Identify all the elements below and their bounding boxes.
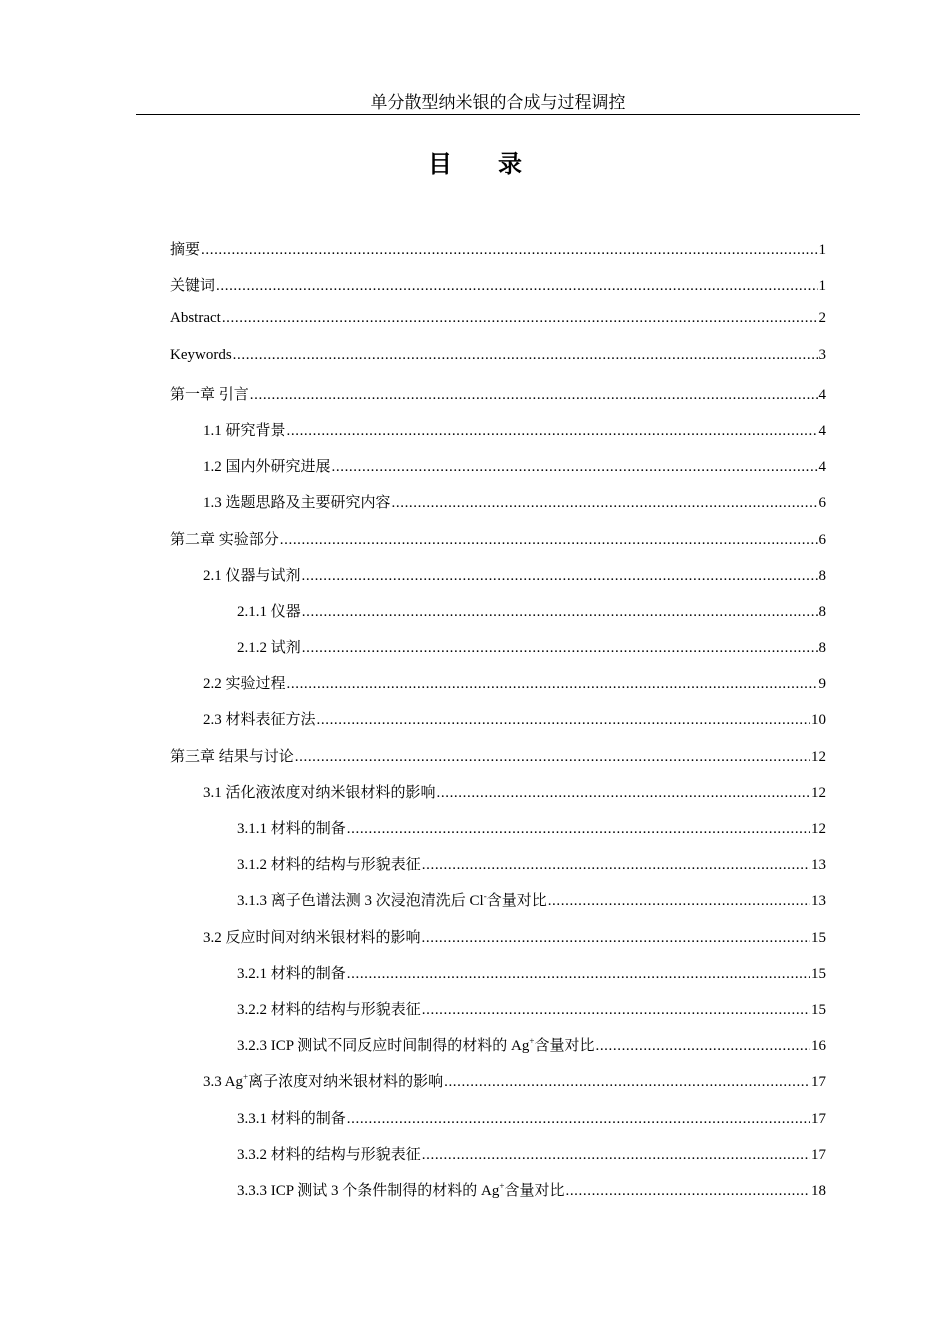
superscript: + xyxy=(243,1072,249,1083)
dot-leader xyxy=(347,966,810,983)
superscript: + xyxy=(529,1036,535,1047)
dot-leader xyxy=(216,278,817,295)
toc-entry[interactable] xyxy=(170,1070,826,1106)
dot-leader xyxy=(280,532,818,549)
toc-entry-page-number: 12 xyxy=(811,821,826,837)
toc-entry[interactable] xyxy=(170,310,826,346)
toc-entry-label: 2.1.1 仪器 xyxy=(237,603,301,620)
superscript: - xyxy=(483,891,487,902)
toc-entry-label: Keywords xyxy=(170,346,232,363)
dot-leader xyxy=(302,640,818,657)
dot-leader xyxy=(201,242,817,259)
toc-entry[interactable] xyxy=(170,889,826,925)
dot-leader xyxy=(332,459,818,476)
dot-leader xyxy=(548,893,810,910)
toc-entry[interactable] xyxy=(170,1179,826,1215)
toc-entry-page-number: 8 xyxy=(818,640,826,657)
toc-entry-page-number: 15 xyxy=(811,929,826,946)
toc-entry-page-number: 2 xyxy=(818,310,826,327)
toc-entry-page-number: 16 xyxy=(811,1038,826,1055)
toc-entry[interactable] xyxy=(170,1143,826,1179)
running-header-title: 单分散型纳米银的合成与过程调控 xyxy=(370,93,626,112)
dot-leader xyxy=(233,347,818,364)
toc-entry[interactable] xyxy=(170,1034,826,1070)
toc-entry[interactable] xyxy=(170,455,826,491)
toc-entry-page-number: 6 xyxy=(818,531,826,548)
toc-entry-page-number: 13 xyxy=(811,893,826,910)
toc-entry-page-number: 1 xyxy=(818,242,826,258)
toc-entry-label: 3.3.1 材料的制备 xyxy=(237,1110,346,1127)
dot-leader xyxy=(317,712,810,729)
toc-entry-label: 3.3.3 ICP 测试 3 个条件制得的材料的 Ag+含量对比 xyxy=(237,1180,565,1199)
dot-leader xyxy=(565,1183,810,1200)
toc-entry-label: 2.2 实验过程 xyxy=(203,676,286,693)
toc-entry[interactable] xyxy=(170,745,826,781)
dot-leader xyxy=(295,749,810,766)
dot-leader xyxy=(595,1038,810,1055)
toc-entry[interactable] xyxy=(170,600,826,636)
toc-entry[interactable] xyxy=(170,853,826,889)
toc-entry-page-number: 17 xyxy=(811,1074,826,1091)
toc-entry[interactable] xyxy=(170,781,826,817)
toc-entry[interactable] xyxy=(170,926,826,962)
toc-heading: 目录 xyxy=(428,150,568,178)
toc-entry-page-number: 8 xyxy=(818,567,826,584)
toc-entry-label: 第三章 结果与讨论 xyxy=(170,748,294,765)
toc-entry[interactable] xyxy=(170,238,826,274)
dot-leader xyxy=(422,1002,810,1019)
dot-leader xyxy=(422,1147,810,1164)
dot-leader xyxy=(347,1111,810,1128)
toc-entry-label: 1.1 研究背景 xyxy=(203,422,286,439)
toc-entry-page-number: 18 xyxy=(811,1182,826,1199)
toc-entry-label: 1.2 国内外研究进展 xyxy=(203,459,331,476)
toc-entry-page-number: 15 xyxy=(811,1001,826,1018)
toc-entry-page-number: 6 xyxy=(818,495,826,512)
toc-entry-page-number: 12 xyxy=(811,748,826,765)
toc-entry-label: 2.1.2 试剂 xyxy=(237,640,301,657)
toc-entry-label: 3.2.1 材料的制备 xyxy=(237,965,346,982)
toc-entry[interactable] xyxy=(170,528,826,564)
toc-entry[interactable] xyxy=(170,998,826,1034)
toc-entry[interactable] xyxy=(170,817,826,853)
toc-entry-page-number: 12 xyxy=(811,784,826,801)
toc-entry[interactable] xyxy=(170,636,826,672)
dot-leader xyxy=(437,785,810,802)
toc-entry-label: 3.2.3 ICP 测试不同反应时间制得的材料的 Ag+含量对比 xyxy=(237,1036,595,1055)
toc-entry[interactable] xyxy=(170,672,826,708)
toc-entry-page-number: 3 xyxy=(818,346,826,363)
dot-leader xyxy=(422,857,810,874)
toc-entry-label: 1.3 选题思路及主要研究内容 xyxy=(203,495,391,512)
toc-entry-page-number: 4 xyxy=(818,459,826,476)
toc-entry-label: 摘要 xyxy=(170,242,201,258)
dot-leader xyxy=(302,568,818,585)
toc-entry-page-number: 4 xyxy=(818,386,826,403)
toc-entry-page-number: 15 xyxy=(811,965,826,982)
dot-leader xyxy=(347,821,810,838)
dot-leader xyxy=(250,387,818,404)
toc-entry-label: 2.3 材料表征方法 xyxy=(203,712,316,729)
toc-entry-label: 3.1.3 离子色谱法测 3 次浸泡清洗后 Cl-含量对比 xyxy=(237,891,547,910)
toc-entry-label: 3.1.1 材料的制备 xyxy=(237,821,346,837)
toc-entry[interactable] xyxy=(170,962,826,998)
toc-entry-label: 关键词 xyxy=(170,278,216,295)
header-rule xyxy=(136,114,860,115)
superscript: + xyxy=(499,1180,505,1191)
toc-entry-page-number: 4 xyxy=(818,422,826,439)
toc-entry-label: 3.3.2 材料的结构与形貌表征 xyxy=(237,1146,421,1163)
toc-entry-label: Abstract xyxy=(170,310,221,327)
toc-entry[interactable] xyxy=(170,274,826,310)
toc-entry-page-number: 10 xyxy=(811,712,826,729)
toc-entry[interactable] xyxy=(170,708,826,744)
toc-entry-page-number: 1 xyxy=(818,278,826,295)
dot-leader xyxy=(392,495,818,512)
toc-entry-label: 3.2 反应时间对纳米银材料的影响 xyxy=(203,929,421,946)
toc-entry-page-number: 9 xyxy=(818,676,826,693)
toc-entry-label: 3.2.2 材料的结构与形貌表征 xyxy=(237,1001,421,1018)
toc-entry[interactable] xyxy=(170,347,826,383)
toc-entry[interactable] xyxy=(170,419,826,455)
dot-leader xyxy=(422,930,810,947)
toc-entry-label: 3.1.2 材料的结构与形貌表征 xyxy=(237,857,421,874)
dot-leader xyxy=(444,1074,810,1091)
toc-entry-label: 2.1 仪器与试剂 xyxy=(203,567,301,584)
toc-entry[interactable] xyxy=(170,383,826,419)
toc-entry[interactable] xyxy=(170,1107,826,1143)
toc-entry-page-number: 8 xyxy=(818,603,826,620)
toc-entry-page-number: 13 xyxy=(811,857,826,874)
toc-entry-label: 第二章 实验部分 xyxy=(170,531,279,548)
dot-leader xyxy=(287,676,818,693)
dot-leader xyxy=(287,423,818,440)
toc-entry[interactable] xyxy=(170,564,826,600)
dot-leader xyxy=(302,604,818,621)
toc-entry-label: 第一章 引言 xyxy=(170,386,249,403)
dot-leader xyxy=(222,310,818,327)
toc-entry[interactable] xyxy=(170,491,826,527)
table-of-contents xyxy=(170,238,826,1215)
toc-entry-page-number: 17 xyxy=(811,1146,826,1163)
toc-entry-page-number: 17 xyxy=(811,1110,826,1127)
toc-entry-label: 3.3 Ag+离子浓度对纳米银材料的影响 xyxy=(203,1072,444,1091)
toc-entry-label: 3.1 活化液浓度对纳米银材料的影响 xyxy=(203,784,436,801)
